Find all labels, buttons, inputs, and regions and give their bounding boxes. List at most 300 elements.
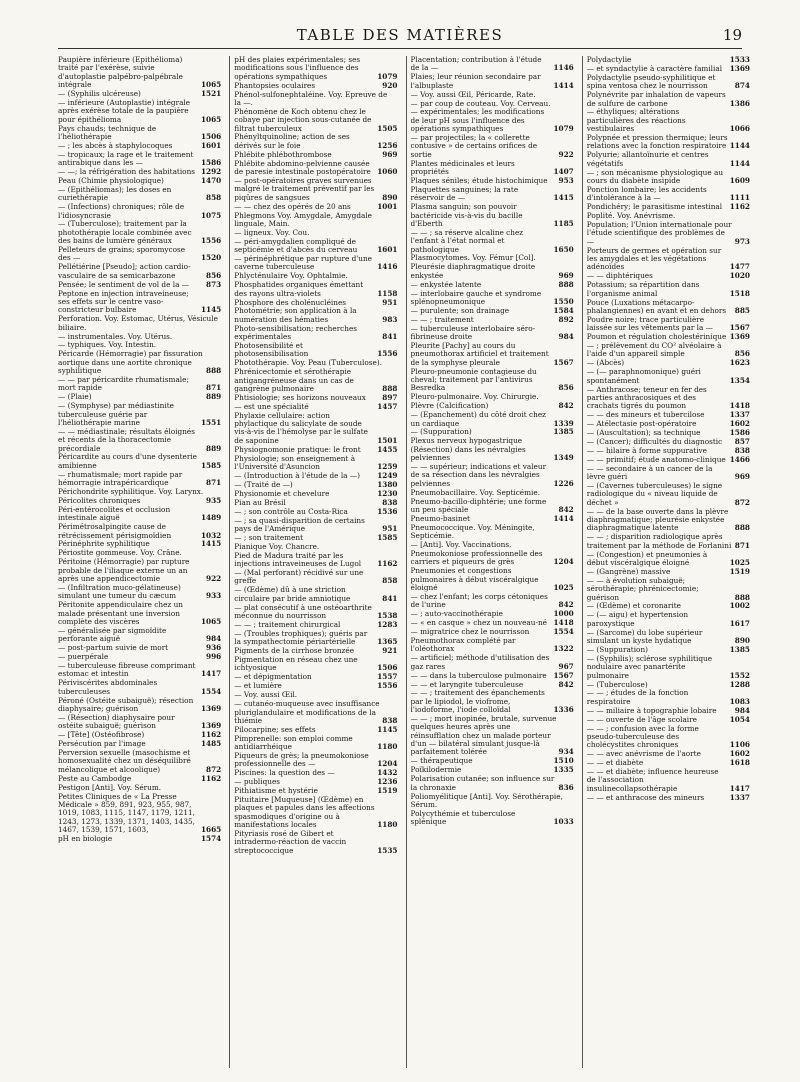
index-entry-text: Pneumonies et congestions pulmonaires à début viscéralgique éloigné <box>410 567 539 592</box>
index-entry-text: — (Cancer); difficultés du diagnostic <box>586 437 723 446</box>
index-entry-page: 1025 <box>729 557 750 567</box>
index-entry <box>411 342 574 367</box>
index-entry-text: Phrénicectomie et sérothérapie antigangréneuse dans un cas de gangrène pulmonaire <box>234 368 354 393</box>
index-entry-page: 1586 <box>200 158 222 168</box>
index-entry-page: 1551 <box>200 417 222 427</box>
index-entry-page: 1414 <box>553 513 574 523</box>
index-entry <box>411 160 574 177</box>
index-entry-page: 841 <box>382 593 398 603</box>
index-entry-page: 1470 <box>200 175 222 185</box>
index-entry <box>58 246 221 263</box>
index-entry-text: — et syndactylie à caractère familial <box>586 64 723 73</box>
index-entry <box>587 533 750 550</box>
index-entry-page: 1349 <box>553 453 574 463</box>
index-entry-page: 1385 <box>553 427 574 437</box>
index-entry-text: Pleuro-pneumonie contagieuse du cheval; traitement par l'antivirus Besredka <box>410 367 537 393</box>
index-entry-text: — — miliaire à topographie lobaire <box>586 706 717 715</box>
index-entry-text: Piqueurs de grès; la pneumokoniose professionnelle des — <box>234 752 369 769</box>
index-entry <box>234 212 397 229</box>
index-entry <box>234 517 397 534</box>
index-entry-page: 1065 <box>200 114 222 124</box>
index-entry-text: — — dans la tuberculose pulmonaire <box>410 671 547 680</box>
index-entry-page: 1601 <box>200 140 222 150</box>
index-entry <box>58 644 221 652</box>
index-entry-text: — thérapeutique <box>410 757 473 766</box>
index-entry <box>587 568 750 576</box>
index-entry-page: 1574 <box>200 833 222 843</box>
index-entry-text: Pian au Brésil <box>234 498 286 507</box>
index-entry <box>587 272 750 280</box>
index-entry-text: Polyurie; allantoïnurie et centres végétatifs <box>586 151 709 168</box>
index-entry <box>234 160 397 177</box>
index-entry-text: Phosphatides organiques émettant des rayons ultra-violets <box>234 281 364 298</box>
index-entry-page: 838 <box>382 497 398 507</box>
index-entry-page: 841 <box>382 332 398 342</box>
index-entry-text: Pigments de la cirrhose bronzée <box>234 647 355 656</box>
index-entry-page: 1230 <box>377 488 398 498</box>
index-entry <box>234 586 397 603</box>
index-entry-text: — publiques <box>234 778 281 787</box>
index-entry-text: Plasma sanguin; son pouvoir bactéricide vis-à-vis du bacille d'Eberth <box>410 203 523 228</box>
index-entry-text: Périnéphrite syphilitique <box>58 540 150 549</box>
index-entry <box>58 168 221 176</box>
index-entry-text: — (Troubles trophiques); guéris par la sympathectomie périartérielle <box>234 629 368 647</box>
index-entry <box>58 549 221 557</box>
index-entry <box>234 299 397 307</box>
index-entry-text: — chez l'enfant; les corps cétoniques de l'urine <box>410 592 548 610</box>
index-entry <box>411 254 574 262</box>
index-entry-page: 1066 <box>729 124 750 134</box>
index-entry <box>411 368 574 393</box>
index-entry-text: Phantopsies oculaires <box>234 81 316 90</box>
index-entry <box>234 281 397 298</box>
index-entry-page: 1162 <box>200 773 222 783</box>
index-entry-page: 838 <box>382 715 398 725</box>
index-entry-page: 1520 <box>200 253 222 263</box>
index-entry <box>587 212 750 220</box>
index-entry-text: — (Auscultation); sa technique <box>586 429 701 438</box>
index-entry-page: 1162 <box>729 202 750 212</box>
index-entry <box>58 540 221 548</box>
index-entry-text: — instrumentales. Voy. Utérus. <box>58 332 173 341</box>
index-entry-page: 969 <box>382 149 398 159</box>
index-entry <box>234 481 397 489</box>
index-entry <box>234 735 397 752</box>
index-entry-page: 885 <box>734 305 750 315</box>
index-entry-text: — —; la réfrigération des habitations <box>58 168 196 177</box>
index-entry-page: 1510 <box>553 756 574 766</box>
index-columns <box>58 56 752 1068</box>
index-entry <box>411 515 574 523</box>
index-entry <box>58 341 221 349</box>
index-entry <box>587 151 750 168</box>
index-entry-text: — — ouverte de l'âge scolaire <box>586 715 697 724</box>
index-entry <box>234 82 397 90</box>
index-entry <box>58 142 221 150</box>
index-entry-page: 1557 <box>377 672 398 682</box>
index-entry-text: — et dépigmentation <box>234 673 312 682</box>
index-entry <box>587 456 750 464</box>
index-entry-page: 1180 <box>377 742 398 752</box>
index-entry-text: Peptone en injection intraveineuse; ses effets sur le centre vaso-constricteur bulbaire <box>58 289 189 315</box>
index-entry <box>587 386 750 411</box>
index-entry <box>58 263 221 280</box>
index-entry <box>411 541 574 549</box>
index-entry-text: Poplité. Voy. Anévrisme. <box>586 212 676 221</box>
index-entry-text: — — secondaire à un cancer de la lèvre guéri <box>586 464 713 482</box>
index-entry-page: 1000 <box>553 609 574 619</box>
index-entry-text: — — ; études de la fonction respiratoire <box>586 689 689 706</box>
index-entry <box>587 577 750 602</box>
index-entry <box>587 134 750 151</box>
index-entry-page: 1158 <box>377 288 398 298</box>
index-entry <box>587 65 750 73</box>
index-entry-page: 889 <box>206 443 222 453</box>
index-entry <box>58 453 221 470</box>
index-entry <box>58 662 221 679</box>
index-entry-text: Poliomyélitique [Anti]. Voy. Sérothérapie, Sérum. <box>410 792 563 809</box>
index-entry-text: Pleurésie diaphragmatique droite enkystée <box>410 263 536 280</box>
index-entry-text: — (Tuberculose); traitement par la photothérapie locale combinée avec des bains de lumière généraux <box>58 220 192 246</box>
index-entry-text: — — chez des opérés de 20 ans <box>234 202 351 211</box>
index-entry-text: — et lumière <box>234 682 282 691</box>
index-entry-page: 1033 <box>553 817 574 827</box>
index-entry-text: Pleurite [Pachy] au cours du pneumothorax artificiel et traitement de la symphyse pleurale <box>410 342 549 367</box>
index-entry <box>234 569 397 586</box>
index-entry-page: 1385 <box>729 644 750 654</box>
index-entry-page: 967 <box>558 661 574 671</box>
index-entry-page: 1386 <box>729 98 750 108</box>
index-entry-text: Phylaxie cellulaire: action phylactique du salicylate de soude vis-à-vis de l'hémolyse par le sulfate de saponine <box>234 411 368 445</box>
index-entry-text: — artificiel; méthode d'utilisation des gaz rares <box>410 654 550 671</box>
index-entry <box>587 681 750 689</box>
index-entry-text: Périchondrite syphilitique. Voy. Larynx. <box>58 488 204 497</box>
index-entry-text: Phényltquinoline; action de ses dérivés sur le foie <box>234 133 350 150</box>
index-entry <box>58 203 221 220</box>
index-entry <box>587 725 750 750</box>
index-entry <box>411 681 574 689</box>
index-entry <box>587 602 750 610</box>
index-entry <box>411 766 574 774</box>
index-entry <box>411 463 574 488</box>
index-entry-page: 888 <box>382 383 398 393</box>
running-header <box>58 26 742 49</box>
index-entry <box>411 550 574 567</box>
index-entry-text: Pellétiérine [Pseudo]; action cardio-vasculaire de sa semicarbazone <box>58 263 191 280</box>
index-entry <box>234 455 397 472</box>
index-entry <box>587 420 750 428</box>
index-entry-page: 890 <box>734 636 750 645</box>
index-entry <box>234 726 397 734</box>
index-entry <box>58 333 221 341</box>
index-entry <box>587 629 750 646</box>
index-entry-page: 1585 <box>200 460 222 470</box>
index-entry <box>234 543 397 551</box>
index-entry <box>234 534 397 542</box>
index-entry <box>234 787 397 795</box>
index-entry <box>411 411 574 428</box>
index-entry-text: — post-partum suivie de mort <box>58 644 169 653</box>
index-entry-page: 1485 <box>200 739 222 749</box>
index-entry <box>411 56 574 73</box>
index-entry-page: 1292 <box>200 167 222 177</box>
index-entry <box>411 393 574 401</box>
index-entry <box>234 325 397 342</box>
index-entry-page: 984 <box>206 634 222 644</box>
index-entry-page: 933 <box>206 591 222 601</box>
index-entry-text: Plaquettes sanguines; la rate réservoir de — <box>410 185 519 203</box>
index-entry-text: Polynévrite par inhalation de vapeurs de sulfure de carbone <box>586 91 726 108</box>
index-entry-text: Polydactylie <box>586 56 632 64</box>
index-entry-text: Petites Cliniques de « La Presse Médicale » 859, 891, 923, 955, 987, 1019, 1083, 1115, 1147, 1179, 1211, 1243, 1273, 1339, 1371, 1403, 1435, 1467, 1539, 1571, 1603, <box>58 792 195 834</box>
index-entry-page: 857 <box>734 436 750 446</box>
index-entry-page: 1519 <box>377 786 398 796</box>
index-entry-text: Phlébite abdomino-pelvienne causée de paresie intestinale postopératoire <box>234 159 371 177</box>
index-entry-text: — tuberculeuse fibreuse comprimant estomac et intestin <box>58 662 196 679</box>
index-entry <box>234 368 397 393</box>
index-entry-text: Pityriasis rosé de Gibert et intradermo-réaction de vaccin streptococcique <box>234 830 347 855</box>
index-entry-text: Pneumokoniose professionnelle des carriers et piqueurs de grès <box>410 550 543 567</box>
index-entry-text: Pouce (Luxations métacarpo-phalangiennes) en avant et en dehors <box>586 298 727 315</box>
index-entry-text: Persécution par l'image <box>58 740 146 749</box>
index-entry <box>411 810 574 827</box>
index-entry <box>58 56 221 89</box>
index-entry-text: Pianique Voy. Chancre. <box>234 542 320 551</box>
index-entry <box>587 316 750 333</box>
index-entry-text: Perversion sexuelle (masochisme et homosexualité chez un déséquilibré mélancolique et alcoolique) <box>58 749 191 774</box>
index-entry-text: Péricarde (Hémorragie) par fissuration aortique dans une aortite chronique syphilitique <box>58 350 203 376</box>
index-entry-page: 1417 <box>729 783 750 793</box>
index-entry <box>411 524 574 541</box>
index-entry <box>411 757 574 765</box>
index-entry-text: Périviscérites abdominales tuberculeuses <box>58 679 158 696</box>
index-entry-page: 1369 <box>729 332 750 342</box>
index-entry-text: — puerpérale <box>58 653 109 662</box>
index-entry-text: Poumon et régulation cholestérinique <box>586 333 727 342</box>
index-entry-text: Pestigon [Anti]. Voy. Sérum. <box>58 783 162 792</box>
index-entry <box>587 447 750 455</box>
index-entry-page: 1567 <box>553 357 574 367</box>
index-entry <box>234 673 397 681</box>
index-entry-page: 892 <box>558 314 574 324</box>
index-entry <box>234 682 397 690</box>
index-entry-text: Phlycténulaire Voy. Ophtalmie. <box>234 272 348 281</box>
index-entry <box>411 654 574 671</box>
index-entry-page: 969 <box>558 270 574 280</box>
index-entry-page: 1111 <box>729 193 750 203</box>
index-entry-text: Ponction lombaire; les accidents d'intolérance à la — <box>586 185 707 203</box>
index-entry-text: — (Congestion) et pneumonies à début viscéralgique éloigné <box>586 550 708 567</box>
index-entry <box>411 203 574 228</box>
index-entry-page: 873 <box>206 279 222 289</box>
index-entry <box>411 108 574 133</box>
index-entry <box>58 315 221 332</box>
index-entry-page: 842 <box>558 679 574 689</box>
index-entry <box>58 775 221 783</box>
index-entry-page: 983 <box>382 314 398 324</box>
index-entry-page: 1505 <box>377 123 398 133</box>
index-entry-page: 1369 <box>729 63 750 73</box>
index-entry-text: — (Tuberculose) <box>586 680 648 689</box>
index-entry-page: 1020 <box>729 271 750 281</box>
index-entry <box>411 307 574 315</box>
index-entry-page: 1335 <box>553 765 574 775</box>
index-entry <box>411 619 574 627</box>
index-entry <box>234 133 397 150</box>
index-entry-text: — ligneux. Voy. Cou. <box>234 228 310 237</box>
index-entry <box>587 759 750 767</box>
index-entry <box>587 646 750 654</box>
index-entry-text: — (Œdème) dû à une striction circulaire par bride amniotique <box>234 586 351 603</box>
index-entry-text: Plèvre (Calcification) <box>410 402 489 411</box>
index-entry-text: — interlobaire gauche et syndrome splénopneumonique <box>410 289 542 306</box>
index-entry <box>587 551 750 568</box>
index-entry-page: 935 <box>206 495 222 505</box>
index-entry-page: 921 <box>382 646 398 656</box>
index-entry-text: Peau (Chimie physiologique) <box>58 176 164 185</box>
index-entry <box>587 611 750 628</box>
index-entry-text: Polydactylie pseudo-syphilitique et spina ventosa chez le nourrisson <box>586 73 716 91</box>
index-entry <box>58 601 221 626</box>
index-entry-text: Porteurs de germes et opération sur les amygdales et les végétations adénoïdes <box>586 246 722 272</box>
index-entry-text: Potassium; sa répartition dans l'organisme animal <box>586 281 700 298</box>
index-entry-page: 1415 <box>553 193 574 203</box>
index-entry-page: 1556 <box>377 681 398 691</box>
index-entry-page: 1586 <box>729 428 750 438</box>
index-entry-text: — — ; confusion avec la forme pseudo-tuberculeuse des cholécystites chroniques <box>586 724 699 750</box>
index-entry <box>411 689 574 714</box>
index-entry-text: Péricolites chroniques <box>58 496 141 505</box>
index-entry-page: 1536 <box>377 506 398 516</box>
index-entry-text: Péri-entérocolites et occlusion intestinale aiguë <box>58 505 171 523</box>
index-entry-page: 842 <box>558 504 574 514</box>
index-entry-text: — ; prélèvement du CO² alvéolaire à l'aide d'un appareil simple <box>586 342 722 359</box>
index-entry-text: — ; son contrôle au Costa-Rica <box>234 507 348 516</box>
index-entry-text: — rhumatismale; mort rapide par hémorragie intrapéricardique <box>58 470 183 488</box>
index-entry-text: — (Traité de —) <box>234 480 293 489</box>
index-entry-text: Plexus nerveux hypogastrique (Résection) dans les névralgies pelviennes <box>410 437 526 463</box>
index-entry <box>58 376 221 393</box>
index-entry-text: Piscines: la question des — <box>234 769 335 778</box>
index-entry-text: — — et anthracose des mineurs <box>586 793 705 802</box>
index-entry <box>58 99 221 124</box>
index-entry <box>234 604 397 621</box>
index-entry <box>587 411 750 419</box>
index-entry-page: 1518 <box>729 288 750 298</box>
index-entry-text: — — ; traitement chirurgical <box>234 620 341 629</box>
index-entry-text: — — médiastinale; résultats éloignés et récents de la thoracectomie précordiale <box>58 427 195 453</box>
index-entry <box>234 752 397 769</box>
index-entry-text: Phlegmons Voy. Amygdale, Amygdale linguale, Main. <box>234 211 372 228</box>
index-entry <box>234 796 397 829</box>
index-entry-page: 1556 <box>200 236 222 246</box>
index-entry-text: Physionomie et chevelure <box>234 489 330 498</box>
index-entry-text: — Voy. aussi Œil. <box>234 691 298 700</box>
index-entry-text: — — et diabète <box>586 759 644 768</box>
index-entry-page: 1501 <box>377 435 398 445</box>
index-entry <box>587 768 750 793</box>
index-entry-text: — — et diabète; influence heureuse de l'association insulinecollapsothérapie <box>586 768 719 793</box>
index-entry-page: 984 <box>734 705 750 715</box>
index-entry-page: 872 <box>206 764 222 774</box>
index-entry-text: — plat consécutif à une ostéoarthrite méconnue du nourrisson <box>234 603 372 620</box>
index-entry <box>234 769 397 777</box>
index-entry-text: Poudre noire; trace particulière laissée sur les vêtements par la — <box>586 315 713 333</box>
index-entry-page: 888 <box>734 592 750 602</box>
index-entry-page: 1417 <box>200 669 222 679</box>
index-entry <box>58 627 221 644</box>
index-entry <box>58 90 221 98</box>
index-entry <box>411 281 574 289</box>
index-entry-text: Péricardite au cours d'une dysenterie amibienne <box>58 453 197 470</box>
index-entry <box>587 429 750 437</box>
index-entry-text: Pondichéry; le parasitisme intestinal <box>586 203 723 212</box>
index-entry-page: 1283 <box>377 619 398 629</box>
index-entry-page: 888 <box>558 279 574 289</box>
index-entry-text: — — et laryngite tuberculeuse <box>410 680 524 689</box>
index-entry-text: — — de la base ouverte dans la plèvre diaphragmatique; pleurésie enkystée diaphragmatique latente <box>586 507 729 533</box>
index-entry <box>234 647 397 655</box>
index-entry-page: 1054 <box>729 714 750 724</box>
index-entry-page: 1466 <box>729 454 750 464</box>
index-entry-page: 1145 <box>200 305 222 315</box>
index-entry-text: — (Mal perforant) récidivé sur une greffe <box>234 569 364 586</box>
index-entry-page: 1249 <box>377 470 398 480</box>
index-entry <box>234 508 397 516</box>
index-entry-text: — — ; sa réserve alcaline chez l'enfant à l'état normal et pathologique <box>410 228 524 254</box>
index-entry-page: 1065 <box>200 80 222 90</box>
index-entry <box>587 359 750 367</box>
index-entry <box>234 272 397 280</box>
index-entry-text: Phtisiologie; ses horizons nouveaux <box>234 393 366 402</box>
index-entry <box>234 403 397 411</box>
index-entry-text: — (Sarcome) du lobe supérieur simulant un kyste hydatique <box>586 628 703 645</box>
index-entry <box>58 835 221 843</box>
index-entry <box>58 731 221 739</box>
index-entry-text: Péritoine (Hémorragie) par rupture probable de l'iliaque externe un an après une appendicectomie <box>58 558 190 584</box>
index-entry-text: — — ; disparition radiologique après traitement par la méthode de Forlanini <box>586 533 732 550</box>
index-entry <box>234 830 397 855</box>
index-entry-page: 1185 <box>553 218 574 228</box>
index-entry-text: Plaies; leur réunion secondaire par l'albuplaste <box>410 73 541 90</box>
index-entry <box>58 714 221 731</box>
index-entry <box>58 784 221 792</box>
index-entry <box>234 630 397 647</box>
index-entry-page: 1259 <box>377 462 398 471</box>
index-entry-page: 1550 <box>553 296 574 306</box>
index-entry-text: — (Syphilis); sclérose syphilitique nodulaire avec panartérite pulmonaire <box>586 654 713 680</box>
index-entry <box>411 498 574 515</box>
index-entry-text: Pays chauds; technique de l'héliothérapie <box>58 124 157 141</box>
index-entry-text: Phosphore des cholénucléines <box>234 298 347 307</box>
index-entry-page: 1065 <box>200 616 222 626</box>
index-entry <box>411 402 574 410</box>
index-entry <box>234 255 397 272</box>
index-entry <box>58 488 221 496</box>
index-entry-text: Péritonite appendiculaire chez un malade présentant une inversion complète des viscères <box>58 601 183 626</box>
index-entry <box>58 506 221 523</box>
index-entry <box>411 715 574 757</box>
index-entry <box>58 749 221 774</box>
index-entry-text: — — par péricardite rhumatismale; mort rapide <box>58 376 189 393</box>
index-entry <box>234 446 397 454</box>
index-entry-page: 1650 <box>553 244 574 254</box>
index-entry-text: Périostite gommeuse. Voy. Crâne. <box>58 549 182 558</box>
index-entry-page: 842 <box>558 600 574 610</box>
index-entry <box>587 689 750 706</box>
index-entry <box>587 655 750 680</box>
index-entry-page: 1418 <box>553 618 574 628</box>
